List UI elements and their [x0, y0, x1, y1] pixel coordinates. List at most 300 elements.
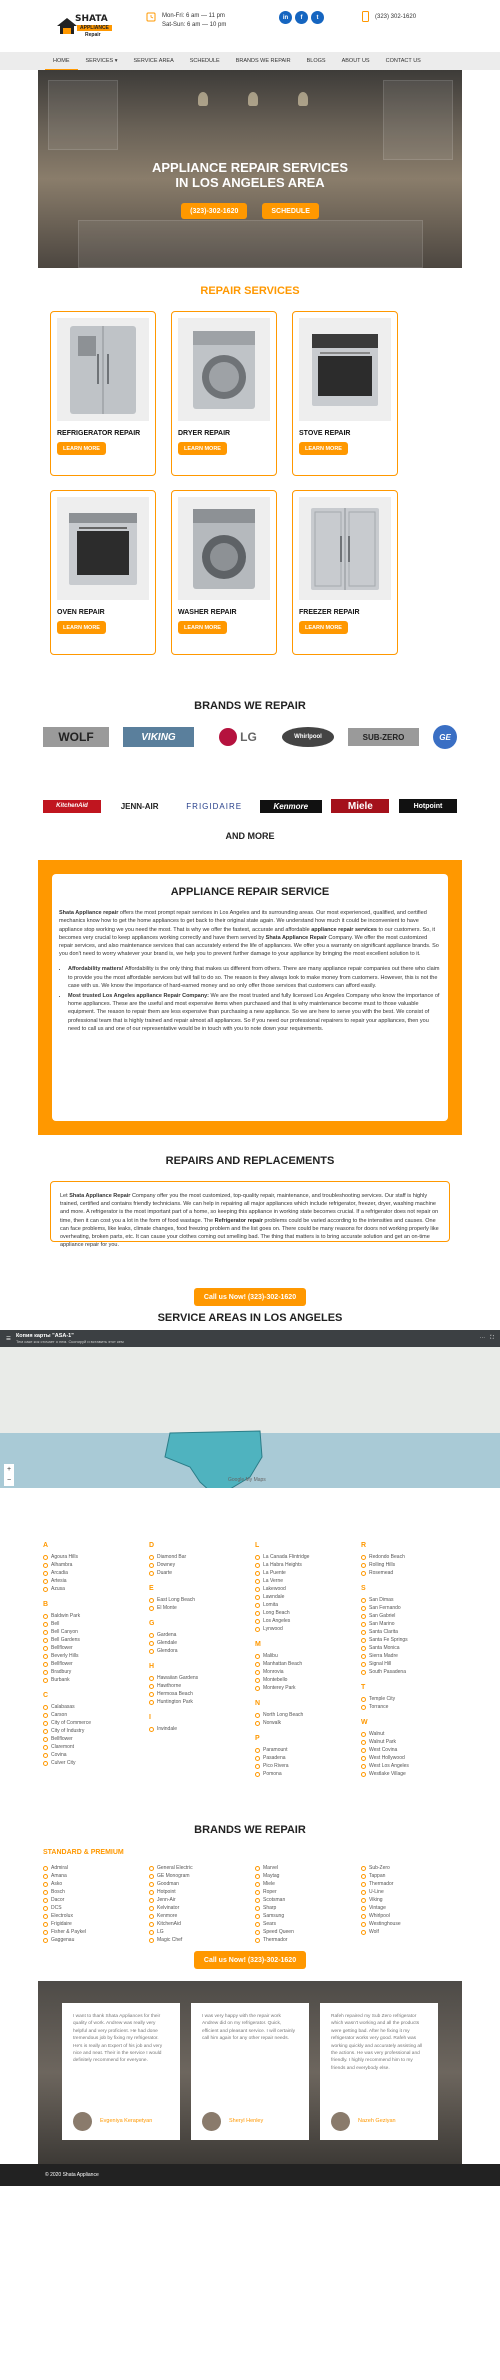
circle-bullet-icon [255, 1764, 260, 1769]
area-city-name: Walnut Park [369, 1739, 397, 1745]
area-city-link[interactable] [43, 1743, 149, 1751]
brand-list-item[interactable] [361, 1896, 467, 1904]
area-city-link[interactable] [149, 1639, 255, 1647]
brand-list-item[interactable] [43, 1912, 149, 1920]
area-city-link[interactable] [149, 1725, 255, 1733]
area-city-link[interactable] [43, 1668, 149, 1676]
circle-bullet-icon [149, 1571, 154, 1576]
nav-service-area[interactable]: SERVICE AREA [133, 58, 174, 64]
area-city-link[interactable] [361, 1695, 467, 1703]
area-city-name: Glendora [157, 1648, 178, 1654]
circle-bullet-icon [43, 1729, 48, 1734]
area-city-link[interactable] [43, 1652, 149, 1660]
circle-bullet-icon [149, 1882, 154, 1887]
circle-bullet-icon [255, 1914, 260, 1919]
area-city-name: Bellflower [51, 1736, 73, 1742]
brand-name: Viking [369, 1897, 383, 1903]
area-city-link[interactable] [43, 1711, 149, 1719]
testimonial-text: I want to thank Shata Appliances for their quality of work. Andrew was really very helpful and very proficient. He had done tremendous job by fixing my refrigerator. He's is really an Expert of his job and very nice and neat. Their in the service I would definitely recommend for everyone. [73, 2014, 163, 2064]
area-city-link[interactable] [361, 1660, 467, 1668]
hero-pendant-light [248, 92, 258, 106]
service-area-map[interactable] [0, 1330, 500, 1516]
nav-brands[interactable]: BRANDS WE REPAIR [235, 58, 291, 64]
brand-name: Hotpoint [157, 1889, 176, 1895]
circle-bullet-icon [43, 1922, 48, 1927]
circle-bullet-icon [43, 1678, 48, 1683]
area-city-link[interactable] [361, 1652, 467, 1660]
brand-name: Goodman [157, 1881, 179, 1887]
brand-name: Whirlpool [369, 1913, 390, 1919]
area-letter: M [255, 1641, 261, 1648]
learn-more-button[interactable]: LEARN MORE [299, 442, 348, 455]
area-city-name: North Long Beach [263, 1712, 304, 1718]
brand-list-item[interactable] [255, 1936, 361, 1944]
map-zoom-controls[interactable] [4, 1464, 14, 1486]
area-city-link[interactable] [149, 1561, 255, 1569]
brand-list-item[interactable] [149, 1920, 255, 1928]
area-city-name: Diamond Bar [157, 1554, 187, 1560]
brand-list-item[interactable] [43, 1904, 149, 1912]
brand-list-item[interactable] [149, 1904, 255, 1912]
circle-bullet-icon [43, 1654, 48, 1659]
testimonial-author [73, 2112, 152, 2131]
area-city-name: Pomona [263, 1771, 282, 1777]
circle-bullet-icon [361, 1906, 366, 1911]
service-label: FREEZER REPAIR [299, 609, 360, 616]
area-city-name: Artesia [51, 1578, 67, 1584]
top-header [0, 0, 500, 52]
brand-logo-viking: VIKING [123, 727, 194, 747]
service-label: REFRIGERATOR REPAIR [57, 430, 141, 437]
area-city-link[interactable] [43, 1727, 149, 1735]
brand-list-item[interactable] [255, 1888, 361, 1896]
logo-tag-repair: Repair [85, 32, 101, 38]
circle-bullet-icon [43, 1622, 48, 1627]
circle-bullet-icon [149, 1555, 154, 1560]
circle-bullet-icon [361, 1874, 366, 1879]
circle-bullet-icon [361, 1866, 366, 1871]
brand-list-item[interactable] [149, 1880, 255, 1888]
area-city-name: La Puente [263, 1570, 286, 1576]
brand-list-item[interactable] [361, 1920, 467, 1928]
bullet-text: We are the most trusted and fully licensed Los Angeles Company who know the importance of home appliances. These are the useful and most expensive items when purchased and that is why maintenance become must to those valuable equipment. The reason to repair them are less expensive than purchasing a new appliance. So we are here to serve you with the best. We consist of professional team that is highly trained and repair almost all appliances. So if you need our professional repairers to repair your appliances, then you need to call us and one of our representative would be in touch with you to note down your requirements. [68, 993, 440, 1032]
area-city-link[interactable] [43, 1636, 149, 1644]
area-city-link[interactable] [255, 1660, 361, 1668]
brand-list-item[interactable] [255, 1864, 361, 1872]
area-city-name: West Los Angeles [369, 1763, 409, 1769]
brand-list-item[interactable] [43, 1920, 149, 1928]
brand-name: Miele [263, 1881, 275, 1887]
lg-circle-icon [219, 728, 237, 746]
area-city-name: Rosemead [369, 1570, 394, 1576]
area-city-link[interactable] [361, 1604, 467, 1612]
brand-list-item[interactable] [361, 1888, 467, 1896]
brand-list-item[interactable] [149, 1888, 255, 1896]
area-city-link[interactable] [361, 1770, 467, 1778]
area-city-name: Rolling Hills [369, 1562, 396, 1568]
brand-name: Wolf [369, 1929, 379, 1935]
area-city-name: Sierra Madre [369, 1653, 398, 1659]
call-now-button-2[interactable]: Call us Now! (323)-302-1620 [194, 1951, 306, 1969]
area-city-link[interactable] [255, 1601, 361, 1609]
circle-bullet-icon [361, 1914, 366, 1919]
brand-name: KitchenAid [157, 1921, 181, 1927]
circle-bullet-icon [43, 1898, 48, 1903]
area-city-name: Burbank [51, 1677, 70, 1683]
area-city-link[interactable] [43, 1569, 149, 1577]
facebook-icon[interactable]: f [295, 11, 308, 24]
learn-more-button[interactable]: LEARN MORE [178, 442, 227, 455]
area-city-link[interactable] [255, 1652, 361, 1660]
hours-weekend: Sat-Sun: 6 am — 10 pm [162, 22, 227, 28]
brand-list-item[interactable] [43, 1888, 149, 1896]
learn-more-button[interactable]: LEARN MORE [57, 621, 106, 634]
area-city-link[interactable] [255, 1593, 361, 1601]
circle-bullet-icon [43, 1866, 48, 1871]
service-label: WASHER REPAIR [178, 609, 237, 616]
area-city-name: Monrovia [263, 1669, 284, 1675]
circle-bullet-icon [361, 1898, 366, 1903]
circle-bullet-icon [43, 1761, 48, 1766]
hero-cabinet [383, 80, 453, 160]
nav-schedule[interactable]: SCHEDULE [189, 58, 220, 64]
brand-list-item[interactable] [255, 1896, 361, 1904]
area-city-link[interactable] [149, 1569, 255, 1577]
circle-bullet-icon [149, 1914, 154, 1919]
brand-list-item[interactable] [361, 1872, 467, 1880]
about-bold2: appliance repair services [311, 926, 377, 933]
map-toolbar [0, 1330, 500, 1347]
circle-bullet-icon [149, 1676, 154, 1681]
area-city-link[interactable] [43, 1759, 149, 1767]
brand-name: Asko [51, 1881, 63, 1887]
area-city-link[interactable] [43, 1620, 149, 1628]
circle-bullet-icon [361, 1563, 366, 1568]
map-share-icon[interactable]: ⋯ [479, 1335, 486, 1342]
brand-name: Vintage [369, 1905, 386, 1911]
circle-bullet-icon [43, 1705, 48, 1710]
area-city-name: West Covina [369, 1747, 398, 1753]
service-card-refrigerator [50, 311, 156, 476]
area-city-link[interactable] [149, 1604, 255, 1612]
learn-more-button[interactable]: LEARN MORE [299, 621, 348, 634]
area-letter: W [361, 1719, 368, 1726]
area-city-link[interactable] [361, 1668, 467, 1676]
area-city-link[interactable] [43, 1751, 149, 1759]
area-city-link[interactable] [43, 1553, 149, 1561]
nav-home[interactable]: HOME [45, 52, 78, 70]
area-city-link[interactable] [149, 1682, 255, 1690]
area-city-link[interactable] [361, 1628, 467, 1636]
brand-list-item[interactable] [149, 1864, 255, 1872]
area-city-link[interactable] [255, 1577, 361, 1585]
circle-bullet-icon [361, 1732, 366, 1737]
brand-list-item[interactable] [149, 1896, 255, 1904]
area-city-link[interactable] [361, 1754, 467, 1762]
area-city-link[interactable] [255, 1553, 361, 1561]
brand-list-column [149, 1864, 255, 1944]
area-city-name: Agoura Hills [51, 1554, 78, 1560]
circle-bullet-icon [255, 1611, 260, 1616]
area-city-link[interactable] [43, 1561, 149, 1569]
area-letter: D [149, 1542, 155, 1549]
area-city-name: Lakewood [263, 1586, 286, 1592]
area-city-link[interactable] [255, 1719, 361, 1727]
area-city-link[interactable] [361, 1553, 467, 1561]
area-city-link[interactable] [255, 1609, 361, 1617]
call-now-button[interactable]: Call us Now! (323)-302-1620 [194, 1288, 306, 1306]
hero-counter [78, 220, 423, 268]
brand-list-item[interactable] [43, 1872, 149, 1880]
area-city-name: Alhambra [51, 1562, 73, 1568]
hero-pendant-light [198, 92, 208, 106]
avatar [331, 2112, 350, 2131]
brand-name: Jenn-Air [157, 1897, 176, 1903]
area-city-link[interactable] [43, 1719, 149, 1727]
area-city-link[interactable] [255, 1746, 361, 1754]
area-city-link[interactable] [43, 1660, 149, 1668]
brand-list-item[interactable] [255, 1920, 361, 1928]
repairs-lead: Let [60, 1193, 70, 1199]
area-city-link[interactable] [149, 1690, 255, 1698]
circle-bullet-icon [361, 1630, 366, 1635]
area-city-link[interactable] [43, 1612, 149, 1620]
testimonials [38, 1981, 462, 2164]
brand-list-item[interactable] [149, 1928, 255, 1936]
area-city-name: Hawaiian Gardens [157, 1675, 199, 1681]
area-city-name: Covina [51, 1752, 67, 1758]
area-city-link[interactable] [361, 1746, 467, 1754]
area-city-name: Glendale [157, 1640, 178, 1646]
circle-bullet-icon [361, 1772, 366, 1777]
circle-bullet-icon [149, 1874, 154, 1879]
circle-bullet-icon [255, 1654, 260, 1659]
brand-list-item[interactable] [255, 1912, 361, 1920]
brand-list-item[interactable] [149, 1872, 255, 1880]
area-city-link[interactable] [361, 1730, 467, 1738]
brand-logo-lg-text: LG [240, 730, 257, 744]
circle-bullet-icon [255, 1713, 260, 1718]
circle-bullet-icon [255, 1678, 260, 1683]
brand-list-item[interactable] [361, 1864, 467, 1872]
working-hours [146, 12, 226, 30]
dryer-icon [178, 318, 270, 421]
nav-contact[interactable]: CONTACT US [385, 58, 421, 64]
about-bullet-affordability [68, 965, 441, 990]
services-grid [50, 311, 500, 655]
area-city-link[interactable] [361, 1561, 467, 1569]
area-city-link[interactable] [149, 1674, 255, 1682]
zoom-out-icon[interactable]: − [6, 1477, 12, 1484]
circle-bullet-icon [149, 1606, 154, 1611]
linkedin-icon[interactable]: in [279, 11, 292, 24]
brand-list-item[interactable] [255, 1904, 361, 1912]
area-city-name: San Dimas [369, 1597, 394, 1603]
area-city-link[interactable] [255, 1668, 361, 1676]
area-city-link[interactable] [149, 1596, 255, 1604]
circle-bullet-icon [149, 1906, 154, 1911]
brand-name: Sub-Zero [369, 1865, 390, 1871]
area-city-link[interactable] [149, 1631, 255, 1639]
area-city-link[interactable] [361, 1612, 467, 1620]
area-city-link[interactable] [255, 1762, 361, 1770]
area-city-link[interactable] [361, 1620, 467, 1628]
hero-title-line2: IN LOS ANGELES AREA [175, 175, 325, 190]
area-city-link[interactable] [43, 1585, 149, 1593]
nav-about[interactable]: ABOUT US [341, 58, 370, 64]
brand-list-item[interactable] [255, 1928, 361, 1936]
area-city-name: San Marino [369, 1621, 395, 1627]
brand-list-item[interactable] [361, 1880, 467, 1888]
brand-list-item[interactable] [43, 1936, 149, 1944]
area-city-name: Redondo Beach [369, 1554, 405, 1560]
area-city-link[interactable] [361, 1636, 467, 1644]
learn-more-button[interactable]: LEARN MORE [178, 621, 227, 634]
area-city-link[interactable] [43, 1703, 149, 1711]
brand-list-item[interactable] [43, 1928, 149, 1936]
brand-list-item[interactable] [149, 1936, 255, 1944]
circle-bullet-icon [255, 1882, 260, 1887]
site-logo[interactable] [55, 12, 127, 40]
avatar [73, 2112, 92, 2131]
area-city-link[interactable] [149, 1698, 255, 1706]
area-city-link[interactable] [255, 1625, 361, 1633]
area-city-link[interactable] [255, 1561, 361, 1569]
brand-name: Fisher & Paykel [51, 1929, 87, 1935]
area-city-name: Bellflower [51, 1645, 73, 1651]
clock-icon [146, 12, 156, 22]
circle-bullet-icon [149, 1633, 154, 1638]
repairs-box [50, 1181, 450, 1249]
brand-list-item[interactable] [43, 1880, 149, 1888]
brand-list-item[interactable] [43, 1896, 149, 1904]
area-city-link[interactable] [149, 1553, 255, 1561]
circle-bullet-icon [43, 1638, 48, 1643]
area-city-link[interactable] [255, 1617, 361, 1625]
circle-bullet-icon [43, 1914, 48, 1919]
area-city-link[interactable] [361, 1703, 467, 1711]
area-city-link[interactable] [255, 1770, 361, 1778]
service-label: DRYER REPAIR [178, 430, 231, 437]
brand-name: Roper [263, 1889, 277, 1895]
service-label: OVEN REPAIR [57, 609, 105, 616]
area-city-link[interactable] [361, 1738, 467, 1746]
area-letter: C [43, 1692, 49, 1699]
cta-wrap [0, 1288, 500, 1306]
hero-schedule-button[interactable]: SCHEDULE [262, 203, 319, 219]
area-city-name: Huntington Park [157, 1699, 193, 1705]
brand-list-item[interactable] [149, 1912, 255, 1920]
repairs-text2: problems could be varied according to the intensities and causes. One can face problems, like leaks, climate changes, food freezing problem and the list goes on. There could be many reasons for doors not working properly like overheating, broken parts, etc. It can cause your clothes coming out smelling bad. The thing that matters is to bring accurate solution and get an on-time appliance repair for you. [60, 1217, 439, 1249]
about-p1c: Company. We offer the most customized repair services, and also maintenance services that can accurately extend the life of appliances. We offer you a warranty on significant appliance brands. So you don't need to worry whatever your brand is, we help you to prevent further damage to your appliance by bringing the most excellent solution to it. [59, 934, 439, 958]
twitter-icon[interactable]: t [311, 11, 324, 24]
brand-name: U-Line [369, 1889, 384, 1895]
brand-list-item[interactable] [361, 1912, 467, 1920]
circle-bullet-icon [255, 1555, 260, 1560]
area-city-link[interactable] [43, 1628, 149, 1636]
bullet-lead: Affordability matters! [68, 966, 124, 973]
area-city-link[interactable] [149, 1647, 255, 1655]
area-city-link[interactable] [255, 1711, 361, 1719]
circle-bullet-icon [43, 1930, 48, 1935]
area-letter: L [255, 1542, 260, 1549]
area-city-name: San Gabriel [369, 1613, 396, 1619]
bullet-lead: Most trusted Los Angeles appliance Repair Company: [68, 993, 209, 1000]
brand-logos-row2 [43, 793, 457, 819]
area-city-link[interactable] [43, 1676, 149, 1684]
testimonial-text: I was very happy with the repair work Andrew did on my refrigerator. Quick, efficient and pleasant service. I will certainly call him again for any other repair needs. [202, 2014, 295, 2042]
area-city-name: Lynwood [263, 1626, 283, 1632]
nav-services[interactable] [78, 52, 126, 70]
hero-call-button[interactable]: (323)-302-1620 [181, 203, 247, 219]
brand-name: Thermador [369, 1881, 394, 1887]
area-city-link[interactable] [43, 1735, 149, 1743]
nav-blogs[interactable]: BLOGS [306, 58, 326, 64]
area-city-name: Westlake Village [369, 1771, 406, 1777]
area-city-link[interactable] [255, 1676, 361, 1684]
brand-name: Sears [263, 1921, 277, 1927]
fullscreen-icon[interactable]: ⛶ [490, 1335, 494, 1341]
circle-bullet-icon [149, 1922, 154, 1927]
learn-more-button[interactable]: LEARN MORE [57, 442, 106, 455]
area-city-name: Gardena [157, 1632, 177, 1638]
area-city-link[interactable] [43, 1644, 149, 1652]
stove-icon [299, 318, 391, 421]
service-card-stove [292, 311, 398, 476]
circle-bullet-icon [361, 1882, 366, 1887]
footer: © 2020 Shata Appliance [0, 2164, 500, 2186]
brand-list-item[interactable] [361, 1904, 467, 1912]
area-city-link[interactable] [255, 1684, 361, 1692]
brand-list-item[interactable] [255, 1880, 361, 1888]
area-city-name: Bellflower [51, 1661, 73, 1667]
area-city-link[interactable] [255, 1585, 361, 1593]
map-menu-icon[interactable]: ☰ [6, 1335, 11, 1342]
about-bold3: Shata Appliance Repair [265, 934, 327, 941]
header-phone[interactable] [362, 11, 416, 22]
areas-list [43, 1534, 500, 1778]
cta-wrap-2 [0, 1951, 500, 1969]
circle-bullet-icon [255, 1898, 260, 1903]
area-city-link[interactable] [361, 1596, 467, 1604]
area-city-link[interactable] [361, 1762, 467, 1770]
brand-name: Magic Chef [157, 1937, 183, 1943]
brand-list-item[interactable] [255, 1872, 361, 1880]
areas-column [149, 1534, 255, 1778]
area-city-link[interactable] [255, 1754, 361, 1762]
circle-bullet-icon [149, 1684, 154, 1689]
brand-list-item[interactable] [43, 1864, 149, 1872]
area-city-name: City of Commerce [51, 1720, 92, 1726]
brand-name: Frigidaire [51, 1921, 72, 1927]
area-letter: I [149, 1714, 151, 1721]
circle-bullet-icon [255, 1748, 260, 1753]
area-city-link[interactable] [361, 1569, 467, 1577]
area-city-link[interactable] [43, 1577, 149, 1585]
circle-bullet-icon [255, 1587, 260, 1592]
brand-logo-lg [208, 726, 268, 748]
area-city-name: La Habra Heights [263, 1562, 302, 1568]
about-bullet-trusted [68, 992, 441, 1033]
brand-logo-kenmore: Kenmore [260, 800, 322, 813]
zoom-in-icon[interactable]: + [6, 1466, 12, 1473]
circle-bullet-icon [43, 1745, 48, 1750]
area-city-link[interactable] [255, 1569, 361, 1577]
brand-list-item[interactable] [361, 1928, 467, 1936]
repairs-bold1: Shata Appliance Repair [69, 1193, 131, 1199]
area-city-name: Downey [157, 1562, 176, 1568]
area-city-link[interactable] [361, 1644, 467, 1652]
